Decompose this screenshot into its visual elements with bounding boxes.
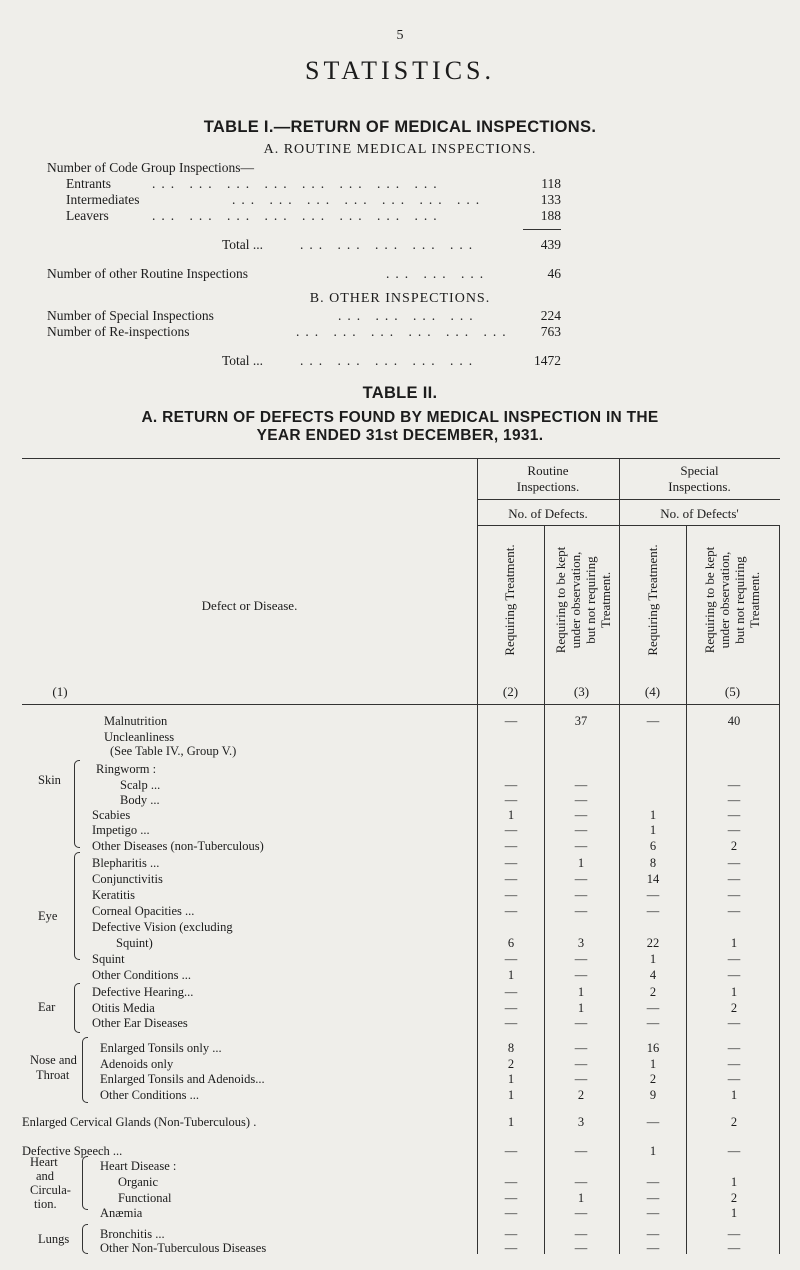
cell-c5: — (727, 808, 741, 822)
cell-c4: 4 (649, 968, 657, 982)
cell-c5: — (727, 1227, 741, 1241)
cell-c5: 1 (730, 1206, 738, 1220)
row-label: Squint (92, 952, 125, 966)
cell-c5: 40 (727, 714, 741, 728)
cell-c5: 1 (730, 985, 738, 999)
cell-c4: 16 (646, 1041, 660, 1055)
group-skin: Skin (38, 773, 61, 787)
cell-c5: — (727, 1016, 741, 1030)
col-req-routine: Requiring Treatment. (502, 544, 517, 656)
row-label: (See Table IV., Group V.) (110, 744, 237, 758)
cell-c4: — (646, 1241, 660, 1255)
cell-c2: 1 (507, 808, 515, 822)
leader-dots: ... ... ... ... ... ... ... ... (152, 176, 443, 191)
row-label: Uncleanliness (104, 730, 175, 744)
cell-c3: 1 (577, 856, 585, 870)
cell-c3: — (574, 1057, 588, 1071)
cell-c5: — (727, 823, 741, 837)
group-heart-2: and (36, 1169, 55, 1183)
cell-c3: — (574, 1041, 588, 1055)
cell-c3: — (574, 839, 588, 853)
cell-c2: — (504, 985, 518, 999)
cell-c3: — (574, 823, 588, 837)
cell-c3: — (574, 793, 588, 807)
col-num-1: (1) (52, 684, 68, 699)
cell-c3: — (574, 808, 588, 822)
header-rule-1 (477, 499, 780, 500)
group-ear: Ear (38, 1000, 56, 1014)
cell-c3: — (574, 952, 588, 966)
cell-c2: — (504, 823, 518, 837)
entrants-label: Entrants (66, 176, 111, 191)
row-label: Squint) (116, 936, 153, 950)
row-label: Malnutrition (104, 714, 168, 728)
col-obs-special: Requiring to be kept under observation, but not requiring Treatment. (702, 546, 762, 654)
row-label: Enlarged Cervical Glands (Non-Tuberculous) . (22, 1115, 257, 1129)
cell-c3: 3 (577, 936, 585, 950)
total2-value: 1472 (534, 353, 561, 368)
cell-c2: — (504, 856, 518, 870)
total-label: Total ... (222, 237, 264, 252)
cell-c3: 3 (577, 1115, 585, 1129)
page-title: STATISTICS. (305, 56, 495, 85)
cell-c4: — (646, 1191, 660, 1205)
cell-c5: 2 (730, 1115, 738, 1129)
brace (74, 852, 80, 960)
brace (82, 1156, 88, 1210)
col-nodefects-special: No. of Defects' (660, 506, 739, 521)
cell-c4: 9 (649, 1088, 657, 1102)
brace (82, 1224, 88, 1254)
col-divider-4 (686, 525, 687, 1254)
cell-c4: 1 (649, 952, 657, 966)
row-label: Organic (118, 1175, 159, 1189)
cell-c5: 1 (730, 1175, 738, 1189)
total-rule (523, 229, 561, 230)
col-num-5: (5) (724, 684, 741, 699)
row-label: Enlarged Tonsils only ... (100, 1041, 222, 1055)
cell-c5: 1 (730, 1088, 738, 1102)
col-obs-routine: Requiring to be kept under observation, but not requiring Treatment. (553, 546, 613, 654)
leader-dots: ... ... ... ... ... ... ... (232, 192, 486, 207)
cell-c4: — (646, 904, 660, 918)
group-nose-2: Throat (36, 1068, 70, 1082)
cell-c2: — (504, 1191, 518, 1205)
cell-c5: — (727, 1057, 741, 1071)
leader-dots: ... ... ... ... ... (300, 353, 479, 368)
group-heart-3: Circula- (30, 1183, 71, 1197)
row-label: Other Conditions ... (100, 1088, 199, 1102)
cell-c3: — (574, 1206, 588, 1220)
row-label: Other Non-Tuberculous Diseases (100, 1241, 267, 1255)
total-value: 439 (540, 237, 561, 252)
cell-c2: — (504, 1001, 518, 1015)
cell-c3: — (574, 1144, 588, 1158)
cell-c2: — (504, 1227, 518, 1241)
cell-c2: 1 (507, 1115, 515, 1129)
cell-c5: — (727, 968, 741, 982)
cell-c4: 6 (649, 839, 657, 853)
page-number: 5 (396, 28, 404, 43)
cell-c5: — (727, 872, 741, 886)
brace (82, 1037, 88, 1103)
row-label: Blepharitis ... (92, 856, 160, 870)
leader-dots: ... ... ... ... ... ... (296, 324, 512, 339)
leader-dots: ... ... ... ... ... ... ... ... (152, 208, 443, 223)
cell-c5: — (727, 1144, 741, 1158)
col-num-4: (4) (644, 684, 661, 699)
cell-c3: — (574, 778, 588, 792)
row-label: Impetigo ... (92, 823, 150, 837)
cell-c2: — (504, 778, 518, 792)
col-num-3: (3) (573, 684, 590, 699)
col-num-2: (2) (502, 684, 519, 699)
cell-c4: 1 (649, 823, 657, 837)
row-label: Other Conditions ... (92, 968, 191, 982)
cell-c3: — (574, 1227, 588, 1241)
leavers-value: 188 (540, 208, 561, 223)
brace (74, 760, 80, 848)
row-label: Heart Disease : (100, 1159, 177, 1173)
cell-c5: — (727, 952, 741, 966)
row-label: Ringworm : (96, 762, 157, 776)
cell-c2: — (504, 1206, 518, 1220)
cell-c4: 1 (649, 808, 657, 822)
row-label: Other Diseases (non-Tuberculous) (92, 839, 264, 853)
row-label: Conjunctivitis (92, 872, 163, 886)
cell-c3: — (574, 1175, 588, 1189)
col-divider-2 (544, 525, 545, 1254)
cell-c4: — (646, 1115, 660, 1129)
cell-c5: — (727, 1241, 741, 1255)
cell-c4: 22 (646, 936, 660, 950)
cell-c5: 1 (730, 936, 738, 950)
leavers-label: Leavers (66, 208, 109, 223)
cell-c2: 1 (507, 1072, 515, 1086)
cell-c4: 8 (649, 856, 657, 870)
header-bottom-rule (22, 704, 780, 705)
group-nose-1: Nose and (30, 1053, 77, 1067)
group-heart-1: Heart (30, 1155, 58, 1169)
col-routine-2: Inspections. (516, 479, 580, 494)
intermediates-label: Intermediates (66, 192, 140, 207)
reinspect-label: Number of Re-inspections (47, 324, 190, 339)
cell-c5: 2 (730, 1001, 738, 1015)
col-req-special: Requiring Treatment. (645, 544, 660, 656)
cell-c3: — (574, 1072, 588, 1086)
table2-subheading-1: A. RETURN OF DEFECTS FOUND BY MEDICAL INSPECTION IN THE (141, 409, 659, 426)
cell-c2: — (504, 872, 518, 886)
cell-c5: — (727, 888, 741, 902)
cell-c4: — (646, 1175, 660, 1189)
entrants-value: 118 (541, 176, 561, 191)
row-label: Anæmia (100, 1206, 143, 1220)
col-divider-1 (477, 458, 478, 1254)
code-group-label: Number of Code Group Inspections— (47, 160, 254, 175)
row-label: Defective Hearing... (92, 985, 194, 999)
cell-c4: 2 (649, 1072, 657, 1086)
cell-c4: — (646, 1227, 660, 1241)
cell-c4: 1 (649, 1057, 657, 1071)
cell-c2: — (504, 1016, 518, 1030)
cell-c2: 1 (507, 1088, 515, 1102)
row-label: Corneal Opacities ... (92, 904, 195, 918)
group-heart-4: tion. (34, 1197, 57, 1211)
cell-c3: — (574, 904, 588, 918)
row-label: Adenoids only (100, 1057, 174, 1071)
row-label: Enlarged Tonsils and Adenoids... (100, 1072, 265, 1086)
brace (74, 983, 80, 1033)
cell-c5: — (727, 793, 741, 807)
cell-c2: — (504, 793, 518, 807)
table1-section-a: A. ROUTINE MEDICAL INSPECTIONS. (263, 142, 537, 157)
cell-c2: — (504, 952, 518, 966)
row-label: Body ... (120, 793, 160, 807)
header-rule-2 (477, 525, 780, 526)
other-routine-label: Number of other Routine Inspections (47, 266, 248, 281)
row-label: Defective Vision (excluding (92, 920, 233, 934)
cell-c3: 1 (577, 1191, 585, 1205)
group-lungs: Lungs (38, 1232, 70, 1246)
col-special-2: Inspections. (668, 479, 731, 494)
cell-c5: — (727, 1041, 741, 1055)
cell-c2: — (504, 1241, 518, 1255)
cell-c3: 2 (577, 1088, 585, 1102)
table-top-rule (22, 458, 780, 459)
cell-c3: 37 (574, 714, 588, 728)
cell-c2: — (504, 1144, 518, 1158)
cell-c5: 2 (730, 1191, 738, 1205)
cell-c2: — (504, 1175, 518, 1189)
cell-c5: — (727, 904, 741, 918)
cell-c4: — (646, 1001, 660, 1015)
table1-heading: TABLE I.—RETURN OF MEDICAL INSPECTIONS. (203, 118, 597, 136)
cell-c4: 1 (649, 1144, 657, 1158)
cell-c5: — (727, 856, 741, 870)
col-routine-1: Routine (527, 463, 569, 478)
row-label: Scabies (92, 808, 131, 822)
cell-c4: — (646, 888, 660, 902)
cell-c5: — (727, 1072, 741, 1086)
special-value: 224 (540, 308, 561, 323)
cell-c3: — (574, 1241, 588, 1255)
col-nodefects-routine: No. of Defects. (508, 506, 588, 521)
row-label: Defective Speech ... (22, 1144, 123, 1158)
cell-c3: — (574, 1016, 588, 1030)
cell-c2: — (504, 888, 518, 902)
cell-c4: 2 (649, 985, 657, 999)
cell-c4: 14 (646, 872, 660, 886)
cell-c2: 2 (507, 1057, 515, 1071)
cell-c5: — (727, 778, 741, 792)
cell-c3: 1 (577, 985, 585, 999)
table2-heading: TABLE II. (362, 384, 438, 402)
row-label: Other Ear Diseases (92, 1016, 188, 1030)
leader-dots: ... ... ... ... ... (300, 237, 479, 252)
row-label: Otitis Media (92, 1001, 155, 1015)
cell-c2: — (504, 904, 518, 918)
cell-c4: — (646, 1016, 660, 1030)
col-special-1: Special (680, 463, 719, 478)
table2-subheading-2: YEAR ENDED 31st DECEMBER, 1931. (256, 427, 544, 444)
other-routine-value: 46 (547, 266, 561, 281)
col-divider-5 (779, 525, 780, 1254)
cell-c2: 8 (507, 1041, 515, 1055)
special-label: Number of Special Inspections (47, 308, 214, 323)
cell-c2: — (504, 839, 518, 853)
cell-c2: — (504, 714, 518, 728)
col-defect-label: Defect or Disease. (201, 598, 298, 613)
cell-c2: 1 (507, 968, 515, 982)
cell-c3: 1 (577, 1001, 585, 1015)
cell-c2: 6 (507, 936, 515, 950)
total2-label: Total ... (222, 353, 264, 368)
reinspect-value: 763 (540, 324, 561, 339)
col-divider-3 (619, 458, 620, 1254)
intermediates-value: 133 (540, 192, 561, 207)
cell-c5: 2 (730, 839, 738, 853)
row-label: Keratitis (92, 888, 136, 902)
row-label: Scalp ... (120, 778, 161, 792)
cell-c4: — (646, 714, 660, 728)
cell-c3: — (574, 968, 588, 982)
table1-section-b: B. OTHER INSPECTIONS. (309, 291, 491, 306)
leader-dots: ... ... ... ... (338, 308, 479, 323)
row-label: Functional (118, 1191, 172, 1205)
cell-c4: — (646, 1206, 660, 1220)
leader-dots: ... ... ... (386, 266, 490, 281)
row-label: Bronchitis ... (100, 1227, 165, 1241)
group-eye: Eye (38, 909, 58, 923)
cell-c3: — (574, 888, 588, 902)
cell-c3: — (574, 872, 588, 886)
